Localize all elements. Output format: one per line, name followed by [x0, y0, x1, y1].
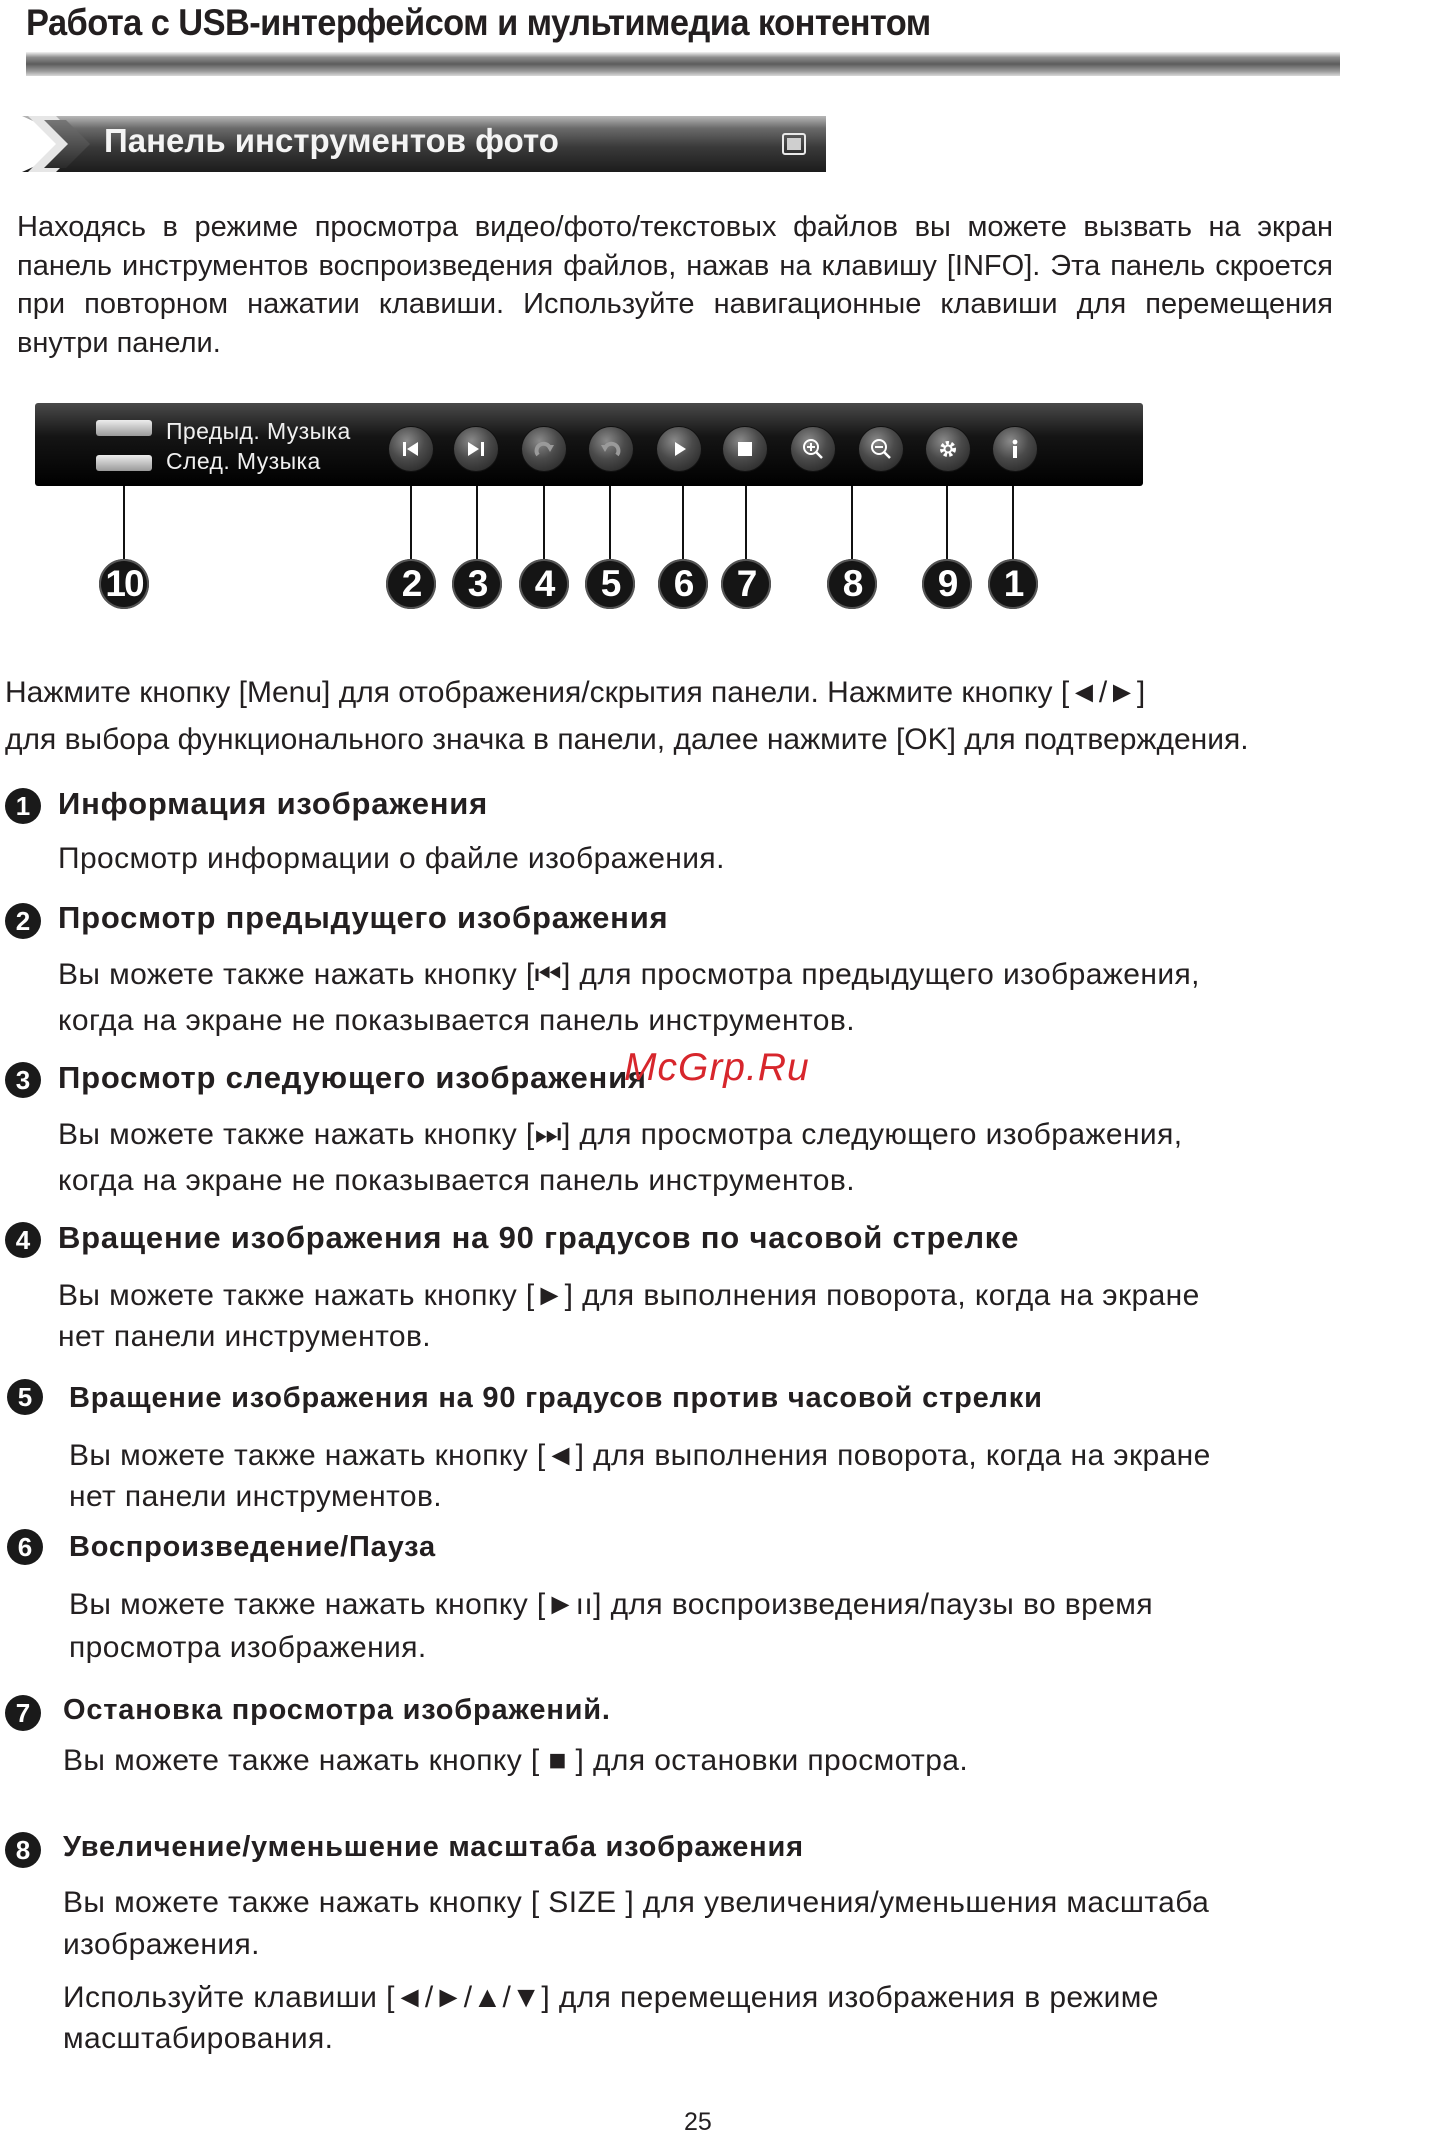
zoom-out-icon	[859, 427, 903, 471]
callout-line	[946, 486, 948, 562]
info-icon	[993, 427, 1037, 471]
section-number: 8	[5, 1832, 41, 1868]
section-text: нет панели инструментов.	[58, 1320, 432, 1353]
section-text: когда на экране не показывается панель инструментов.	[58, 1164, 855, 1197]
section-number: 6	[7, 1529, 43, 1565]
page-number: 25	[684, 2108, 712, 2136]
watermark: McGrp.Ru	[624, 1046, 810, 1089]
callout-badge: 8	[827, 559, 877, 609]
section-text: Вы можете также нажать кнопку [►] для выполнения поворота, когда на экране	[58, 1279, 1200, 1312]
title-rule	[26, 52, 1340, 76]
stop-icon	[723, 427, 767, 471]
callout-badge: 4	[519, 559, 569, 609]
section-text: Вы можете также нажать кнопку [►ıı] для воспроизведения/паузы во время	[69, 1588, 1153, 1621]
section-text: просмотра изображения.	[69, 1631, 427, 1664]
section-number: 3	[5, 1062, 41, 1098]
section-heading: Вращение изображения на 90 градусов против часовой стрелки	[69, 1382, 1043, 1414]
callout-badge: 10	[99, 559, 149, 609]
callout-line	[609, 486, 611, 562]
section-text: нет панели инструментов.	[69, 1480, 443, 1513]
section-text: когда на экране не показывается панель инструментов.	[58, 1004, 855, 1037]
zoom-in-icon	[791, 427, 835, 471]
skip-previous-icon	[389, 427, 433, 471]
section-number: 1	[5, 788, 41, 824]
section-text: Вы можете также нажать кнопку [ SIZE ] для увеличения/уменьшения масштаба	[63, 1886, 1210, 1919]
callout-line	[123, 486, 125, 562]
callout-badge: 7	[721, 559, 771, 609]
section-number: 4	[5, 1222, 41, 1258]
gear-icon	[926, 427, 970, 471]
callout-badge: 2	[386, 559, 436, 609]
section-number: 5	[7, 1379, 43, 1415]
callout-line	[543, 486, 545, 562]
section-text: Используйте клавиши [◄/►/▲/▼] для перемещения изображения в режиме	[63, 1981, 1159, 2014]
callout-badge: 1	[988, 559, 1038, 609]
section-text: Просмотр информации о файле изображения.	[58, 842, 725, 875]
section-number: 7	[5, 1695, 41, 1731]
prev-music-label: Предыд. Музыка	[166, 418, 351, 444]
banner-square-icon	[782, 133, 806, 155]
section-text: изображения.	[63, 1928, 260, 1961]
callout-line	[1012, 486, 1014, 562]
skip-next-icon	[454, 427, 498, 471]
section-title: Панель инструментов фото	[104, 122, 559, 159]
section-heading: Воспроизведение/Пауза	[69, 1531, 436, 1563]
next-music-label: След. Музыка	[166, 448, 321, 474]
callout-badge: 3	[452, 559, 502, 609]
section-text: масштабирования.	[63, 2022, 334, 2055]
callout-line	[745, 486, 747, 562]
play-icon	[657, 427, 701, 471]
instructions-line-2: для выбора функционального значка в панели, далее нажмите [OK] для подтверждения.	[5, 723, 1249, 756]
color-key-swatch	[96, 455, 152, 471]
instructions-line-1: Нажмите кнопку [Menu] для отображения/скрытия панели. Нажмите кнопку [◄/►]	[5, 676, 1146, 709]
section-heading: Просмотр следующего изображения	[58, 1060, 647, 1095]
callout-badge: 9	[922, 559, 972, 609]
callout-badge: 6	[658, 559, 708, 609]
rotate-counterclockwise-icon	[589, 427, 633, 471]
section-text: Вы можете также нажать кнопку [⏭] для просмотра следующего изображения,	[58, 1118, 1183, 1151]
section-heading: Вращение изображения на 90 градусов по часовой стрелке	[58, 1220, 1020, 1255]
section-text: Вы можете также нажать кнопку [◄] для выполнения поворота, когда на экране	[69, 1439, 1211, 1472]
page-title: Работа с USB-интерфейсом и мультимедиа контентом	[26, 2, 931, 43]
section-number: 2	[5, 903, 41, 939]
callout-badge: 5	[585, 559, 635, 609]
section-heading: Остановка просмотра изображений.	[63, 1694, 611, 1726]
section-heading: Информация изображения	[58, 786, 488, 821]
color-key-swatch	[96, 420, 152, 436]
callout-line	[476, 486, 478, 562]
callout-line	[682, 486, 684, 562]
rotate-clockwise-icon	[522, 427, 566, 471]
intro-paragraph: Находясь в режиме просмотра видео/фото/текстовых файлов вы можете вызвать на экран панель инструментов воспроизведения файлов, нажав на клавишу [INFO]. Эта панель скроется при повторном нажатии клавиши. Используйте навигационные клавиши для перемещения внутри панели.	[17, 211, 1333, 359]
section-text: Вы можете также нажать кнопку [ ■ ] для остановки просмотра.	[63, 1744, 969, 1777]
callout-line	[410, 486, 412, 562]
section-text: Вы можете также нажать кнопку [⏮] для просмотра предыдущего изображения,	[58, 958, 1200, 991]
callout-line	[851, 486, 853, 562]
section-heading: Просмотр предыдущего изображения	[58, 900, 669, 935]
section-heading: Увеличение/уменьшение масштаба изображения	[63, 1831, 804, 1863]
